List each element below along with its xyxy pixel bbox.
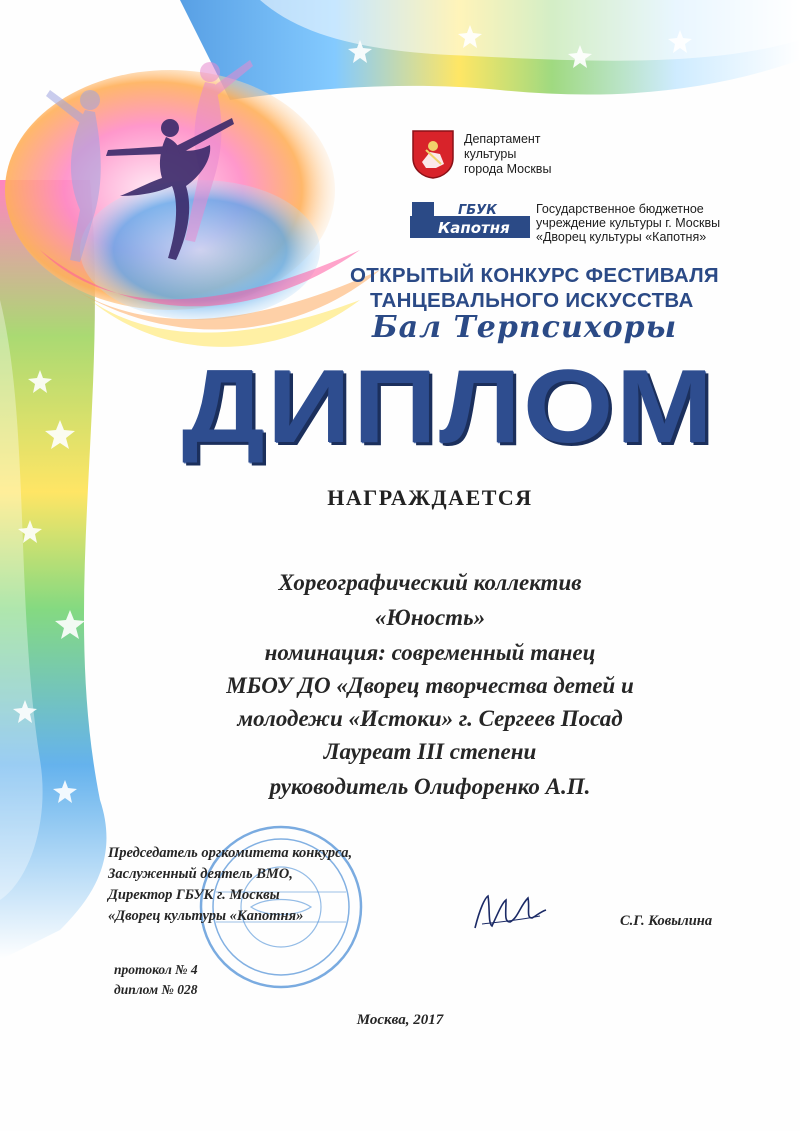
gbuk-kapotnya-logo [408, 198, 532, 242]
festival-title-line1: ОТКРЫТЫЙ КОНКУРС ФЕСТИВАЛЯ [350, 264, 719, 287]
award-line-collective: Хореографический коллектив [278, 570, 582, 595]
awarded-label: НАГРАЖДАЕТСЯ [327, 485, 533, 510]
festival-name: Бал Терпсихоры [372, 310, 678, 345]
signer-name: С.Г. Ковылина [620, 913, 713, 929]
signer-position: Председатель оргкомитета конкурса, Заслуженный деятель ВМО, Директор ГБУК г. Москвы «Дворец культуры «Капотня» [108, 845, 353, 924]
gbuk-logo-top-text: ГБУК [458, 203, 497, 218]
award-line-institution-1: МБОУ ДО «Дворец творчества детей и [226, 673, 634, 698]
festival-title-line2: ТАНЦЕВАЛЬНОГО ИСКУССТВА [370, 289, 694, 312]
department-name: Департамент культуры города Москвы [464, 132, 552, 176]
handwritten-signature [470, 888, 550, 936]
award-line-supervisor: руководитель Олифоренко А.П. [269, 774, 591, 799]
award-line-institution-2: молодежи «Истоки» г. Сергеев Посад [237, 706, 623, 731]
gbuk-logo-main-text: Капотня [438, 219, 510, 237]
gbuk-institution-name: Государственное бюджетное учреждение культуры г. Москвы «Дворец культуры «Капотня» [536, 202, 721, 244]
moscow-coat-of-arms-logo [410, 128, 456, 180]
city-year: Москва, 2017 [356, 1012, 444, 1028]
award-line-laureate: Лауреат III степени [323, 739, 537, 764]
award-line-nomination: номинация: современный танец [264, 640, 596, 665]
award-line-collective-name: «Юность» [374, 605, 486, 630]
diploma-title: ДИПЛОМ [181, 349, 716, 465]
protocol-number: протокол № 4 диплом № 028 [114, 962, 198, 997]
